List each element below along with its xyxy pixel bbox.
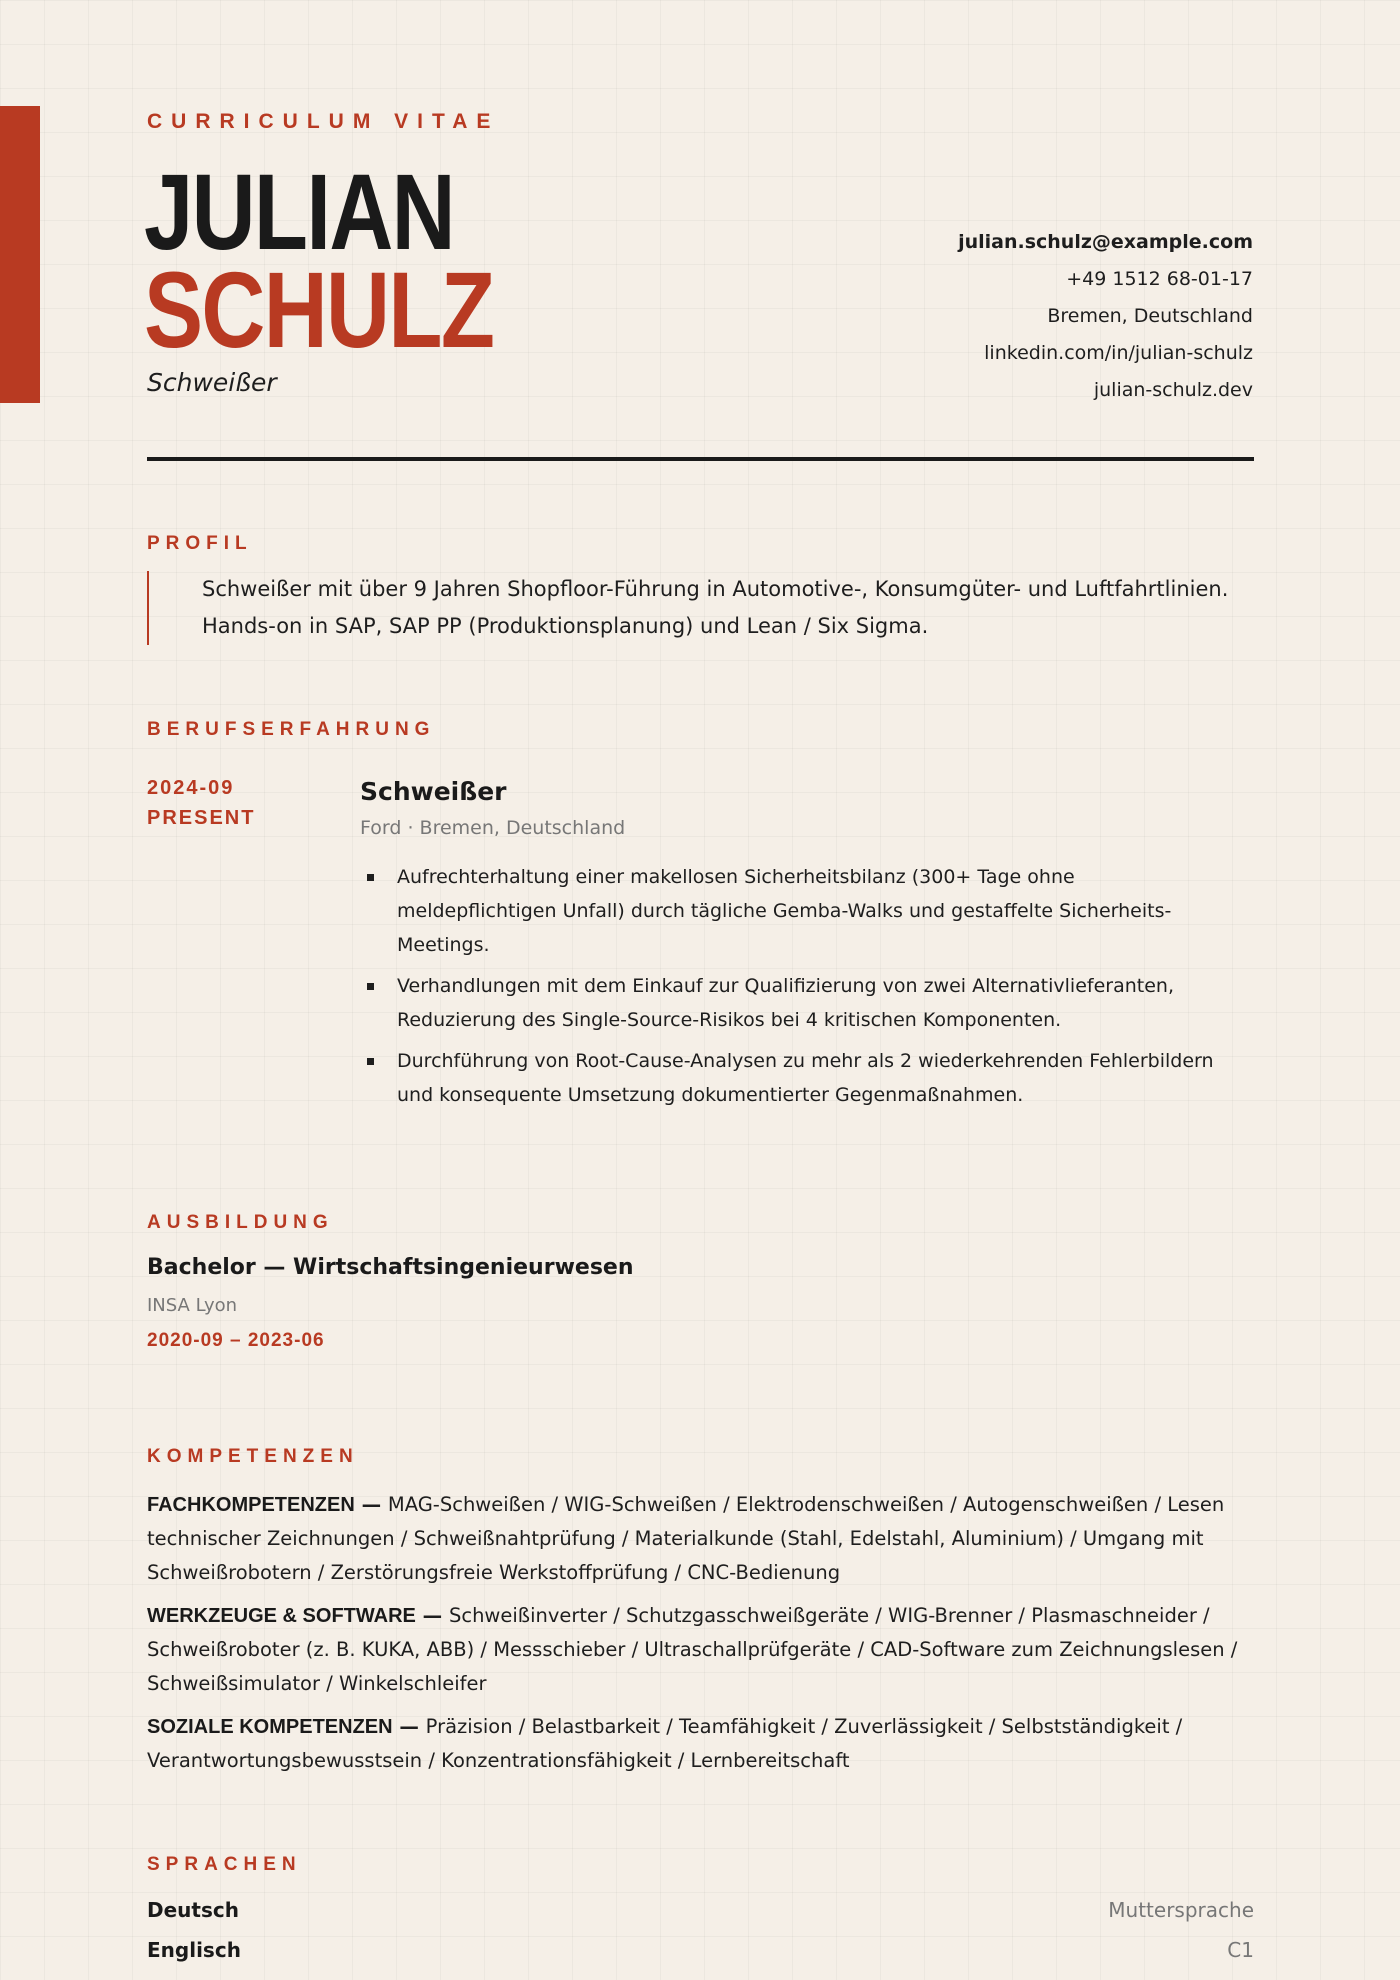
skills-list	[147, 1488, 1254, 1787]
skill-group-items: Präzision / Belastbarkeit / Teamfähigkeit / Zuverlässigkeit / Selbstständigkeit / Verantwortungsbewusstsein / Konzentrationsfähigkeit / Lernbereitschaft	[147, 1715, 1183, 1772]
education-school: INSA Lyon	[147, 1295, 238, 1316]
section-title-languages: SPRACHEN	[147, 1854, 302, 1875]
language-name: Englisch	[147, 1938, 241, 1962]
education-degree: Bachelor — Wirtschaftsingenieurwesen	[147, 1255, 634, 1280]
language-row	[147, 1898, 1254, 1922]
section-title-experience: BERUFSERFAHRUNG	[147, 719, 436, 740]
profile-summary: Schweißer mit über 9 Jahren Shopfloor-Führung in Automotive-, Konsumgüter- und Luftfahrtlinien. Hands-on in SAP, SAP PP (Produktionsplanung) und Lean / Six Sigma.	[147, 571, 1254, 645]
language-level: Muttersprache	[1108, 1898, 1254, 1922]
skill-group: FACHKOMPETENZEN — MAG-Schweißen / WIG-Schweißen / Elektrodenschweißen / Autogenschweißen / Lesen technischer Zeichnungen / Schweißnahtprüfung / Materialkunde (Stahl, Edelstahl, Aluminium) / Umgang mit Schweißrobotern / Zerstörungsfreie Werkstoffprüfung / CNC-Bedienung	[147, 1493, 1225, 1584]
contact-block	[958, 224, 1253, 409]
job-bullet-text: Durchführung von Root-Cause-Analysen zu mehr als 2 wiederkehrenden Fehlerbildern und konsequente Umsetzung dokumentierter Gegenmaßnahmen.	[397, 1050, 1214, 1106]
bullet-square-icon	[367, 983, 374, 990]
header-divider	[147, 457, 1254, 461]
header-accent-bar	[0, 106, 40, 403]
job-position: Schweißer	[360, 777, 507, 806]
job-bullet	[360, 969, 1240, 1037]
skill-group-label: WERKZEUGE & SOFTWARE	[147, 1605, 416, 1627]
language-level: C1	[1227, 1938, 1254, 1962]
education-dates: 2020-09 – 2023-06	[147, 1330, 325, 1351]
last-name: SCHULZ	[144, 249, 494, 370]
job-bullet-text: Verhandlungen mit dem Einkauf zur Qualifizierung von zwei Alternativlieferanten, Reduzierung des Single-Source-Risikos bei 4 kritischen Komponenten.	[397, 975, 1174, 1031]
skill-group: WERKZEUGE & SOFTWARE — Schweißinverter / Schutzgasschweißgeräte / WIG-Brenner / Plasmaschneider / Schweißroboter (z. B. KUKA, ABB) / Messschieber / Ultraschallprüfgeräte / CAD-Software zum Zeichnungslesen / Schweißsimulator / Winkelschleifer	[147, 1604, 1238, 1695]
skill-group-label: FACHKOMPETENZEN	[147, 1494, 355, 1516]
job-end-date: PRESENT	[147, 807, 256, 829]
skill-group-items: Schweißinverter / Schutzgasschweißgeräte / WIG-Brenner / Plasmaschneider / Schweißroboter (z. B. KUKA, ABB) / Messschieber / Ultraschallprüfgeräte / CAD-Software zum Zeichnungslesen / Schweißsimulator / Winkelschleifer	[147, 1604, 1238, 1695]
section-title-skills: KOMPETENZEN	[147, 1446, 359, 1467]
section-title-profile: PROFIL	[147, 533, 253, 554]
job-bullet-list	[360, 860, 1240, 1119]
skill-group-items: MAG-Schweißen / WIG-Schweißen / Elektrodenschweißen / Autogenschweißen / Lesen technischer Zeichnungen / Schweißnahtprüfung / Materialkunde (Stahl, Edelstahl, Aluminium) / Umgang mit Schweißrobotern / Zerstörungsfreie Werkstoffprüfung / CNC-Bedienung	[147, 1493, 1225, 1584]
contact-email[interactable]: julian.schulz@example.com	[958, 231, 1253, 253]
section-title-education: AUSBILDUNG	[147, 1212, 334, 1233]
contact-website[interactable]: julian-schulz.dev	[1093, 379, 1253, 401]
job-role: Schweißer	[147, 368, 277, 397]
job-company: Ford · Bremen, Deutschland	[360, 817, 626, 839]
job-dates	[147, 773, 255, 833]
skill-group-label: SOZIALE KOMPETENZEN	[147, 1716, 393, 1738]
language-row	[147, 1938, 1254, 1962]
first-name: JULIAN	[144, 151, 454, 272]
skill-group: SOZIALE KOMPETENZEN — Präzision / Belastbarkeit / Teamfähigkeit / Zuverlässigkeit / Selbstständigkeit / Verantwortungsbewusstsein / Konzentrationsfähigkeit / Lernbereitschaft	[147, 1715, 1183, 1772]
bullet-square-icon	[367, 874, 374, 881]
contact-phone[interactable]: +49 1512 68-01-17	[1066, 268, 1253, 290]
job-bullet-text: Aufrechterhaltung einer makellosen Sicherheitsbilanz (300+ Tage ohne meldepflichtigen Unfall) durch tägliche Gemba-Walks und gestaffelte Sicherheits-Meetings.	[397, 866, 1172, 956]
language-name: Deutsch	[147, 1898, 239, 1922]
contact-linkedin[interactable]: linkedin.com/in/julian-schulz	[984, 342, 1253, 364]
bullet-square-icon	[367, 1058, 374, 1065]
job-start-date: 2024-09	[147, 777, 235, 799]
contact-location: Bremen, Deutschland	[1047, 305, 1253, 327]
job-bullet	[360, 860, 1240, 962]
document-eyebrow: CURRICULUM VITAE	[147, 110, 500, 133]
job-bullet	[360, 1044, 1240, 1112]
